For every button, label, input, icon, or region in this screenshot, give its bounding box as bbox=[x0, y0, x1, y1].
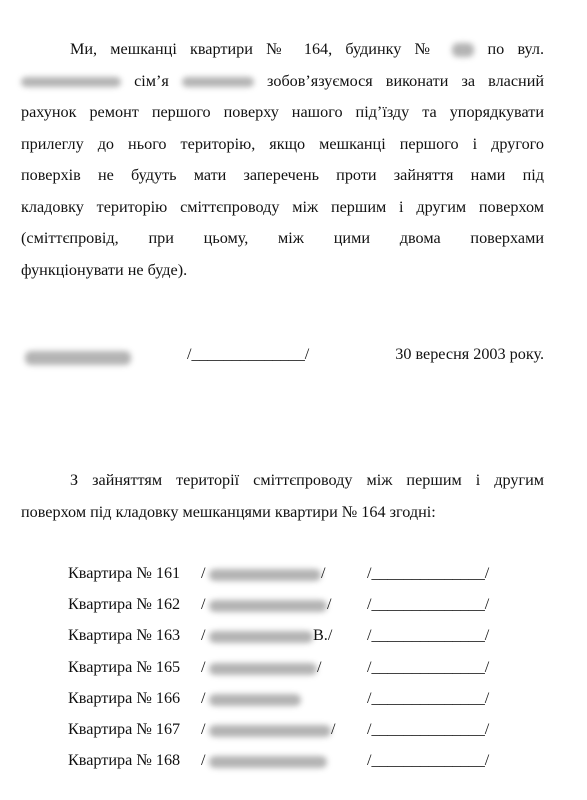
consent-paragraph bbox=[21, 465, 544, 528]
name-open-slash: / bbox=[201, 688, 206, 707]
name-open-slash: / bbox=[201, 720, 206, 738]
redacted-resident-name bbox=[209, 694, 301, 706]
apartment-label: Квартира № 167 bbox=[68, 720, 181, 738]
text-fragment: по вул. bbox=[487, 40, 545, 58]
document-date: 30 вересня 2003 року. bbox=[395, 345, 544, 363]
name-open-slash: / bbox=[201, 626, 206, 645]
redacted-resident-name bbox=[209, 626, 333, 645]
signature-blank: /______________/ bbox=[367, 720, 490, 738]
statement-line-3: рахунок ремонт першого поверху нашого під’їзду та упорядкувати bbox=[21, 103, 544, 121]
statement-line-7: (сміттєпровід, при цьому, між цими двома поверхами bbox=[21, 229, 544, 247]
name-close-slash: / bbox=[317, 657, 322, 676]
signature-blank: /______________/ bbox=[367, 688, 490, 707]
signature-blank: /______________/ bbox=[367, 595, 490, 614]
statement-line-6: кладовку територію сміттєпроводу між першим і другим поверхом bbox=[21, 197, 544, 216]
redacted-family-name bbox=[182, 77, 254, 87]
house-number-field: № bbox=[415, 40, 475, 58]
text-fragment: будинку bbox=[345, 40, 402, 58]
consent-line-1: З зайняттям території сміттєпроводу між першим і другим bbox=[70, 471, 544, 489]
consent-line-2: поверхом під кладовку мешканцями квартири № 164 згодні: bbox=[21, 502, 436, 521]
apartment-label: Квартира № 166 bbox=[68, 688, 181, 707]
name-close-slash: / bbox=[321, 564, 326, 582]
name-close-slash: / bbox=[327, 595, 332, 614]
statement-line-1 bbox=[21, 34, 544, 66]
statement-line-8: функціонувати не буде). bbox=[21, 260, 188, 279]
redacted-resident-name bbox=[209, 657, 322, 676]
statement-line-4: прилеглу до нього територію, якщо мешканці першого і другого bbox=[21, 134, 544, 153]
name-close-slash: В./ bbox=[313, 626, 333, 645]
signature-row bbox=[21, 345, 544, 373]
apartment-label: Квартира № 162 bbox=[68, 595, 181, 614]
family-name-field: сім’я bbox=[134, 72, 254, 90]
name-open-slash: / bbox=[201, 657, 206, 676]
text-fragment: № bbox=[266, 40, 291, 58]
statement-line-5: поверхів не будуть мати заперечень проти зайняття нами під bbox=[21, 166, 544, 184]
name-open-slash: / bbox=[201, 564, 206, 582]
statement-paragraph bbox=[21, 34, 544, 286]
signature-blank: /______________/ bbox=[367, 626, 490, 645]
signature-blank: /______________/ bbox=[367, 751, 490, 770]
apartment-label: Квартира № 163 bbox=[68, 626, 181, 645]
apartment-label: Квартира № 168 bbox=[68, 751, 181, 770]
name-open-slash: / bbox=[201, 751, 206, 770]
redacted-resident-name bbox=[209, 595, 332, 614]
text-fragment: зобов’язуємося виконати за власний bbox=[267, 71, 545, 90]
signature-blank: /______________/ bbox=[187, 345, 310, 363]
signature-blank: /______________/ bbox=[367, 657, 490, 676]
redacted-resident-name bbox=[209, 756, 327, 768]
text-fragment: квартири bbox=[190, 40, 253, 58]
redacted-street bbox=[21, 77, 121, 87]
text-fragment: 164, bbox=[303, 40, 333, 58]
name-open-slash: / bbox=[201, 595, 206, 614]
redacted-signature bbox=[25, 351, 131, 365]
apartment-label: Квартира № 165 bbox=[68, 657, 181, 676]
redacted-house-number bbox=[452, 43, 474, 57]
apartment-label: Квартира № 161 bbox=[68, 564, 181, 582]
redacted-resident-name bbox=[209, 720, 336, 738]
redacted-resident-name bbox=[209, 564, 326, 582]
text-fragment: Ми, bbox=[70, 40, 98, 58]
text-fragment: мешканці bbox=[110, 40, 177, 58]
signature-blank: /______________/ bbox=[367, 564, 490, 582]
name-close-slash: / bbox=[331, 720, 336, 738]
statement-line-2 bbox=[21, 66, 544, 98]
